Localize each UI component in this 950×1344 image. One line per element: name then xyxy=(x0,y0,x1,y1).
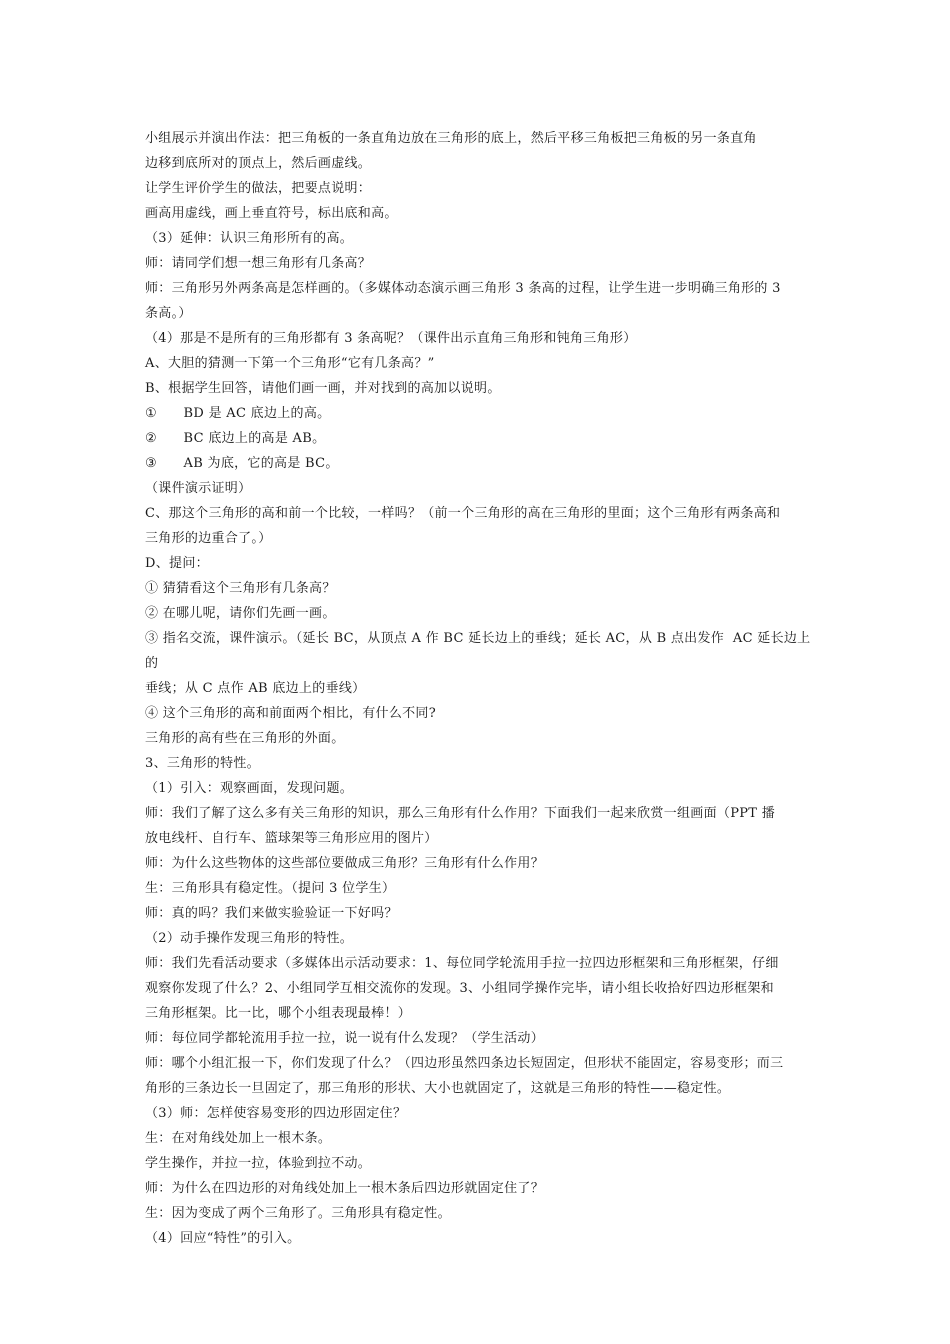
text-line: 画高用虚线，画上垂直符号，标出底和高。 xyxy=(145,206,398,221)
text-line: ③ AB 为底，它的高是 BC。 xyxy=(145,456,339,471)
text-line: B、根据学生回答，请他们画一画，并对找到的高加以说明。 xyxy=(145,381,501,396)
text-line: （1）引入：观察画面，发现问题。 xyxy=(145,781,354,796)
text-line: 3、三角形的特性。 xyxy=(145,756,260,771)
text-line: ① BD 是 AC 底边上的高。 xyxy=(145,406,331,421)
text-line: （课件演示证明） xyxy=(145,481,252,496)
text-line: 师：为什么这些物体的这些部位要做成三角形？三角形有什么作用？ xyxy=(145,856,545,871)
text-line: ② 在哪儿呢，请你们先画一画。 xyxy=(145,606,336,621)
text-line: 生：在对角线处加上一根木条。 xyxy=(145,1131,332,1146)
text-line: ① 猜猜看这个三角形有几条高？ xyxy=(145,581,336,596)
document-body xyxy=(145,126,813,1251)
text-line: 学生操作，并拉一拉，体验到拉不动。 xyxy=(145,1156,372,1171)
text-line: 师：每位同学都轮流用手拉一拉，说一说有什么发现？（学生活动） xyxy=(145,1031,545,1046)
text-line: 师：我们了解了这么多有关三角形的知识，那么三角形有什么作用？下面我们一起来欣赏一组画面（PPT 播 xyxy=(145,806,775,821)
text-line: 条高。） xyxy=(145,306,192,321)
text-line: 师：真的吗？我们来做实验验证一下好吗？ xyxy=(145,906,398,921)
text-line: （2）动手操作发现三角形的特性。 xyxy=(145,931,354,946)
text-line: ④ 这个三角形的高和前面两个相比，有什么不同? xyxy=(145,706,437,721)
text-line: 师：请同学们想一想三角形有几条高？ xyxy=(145,256,372,271)
text-line: 师：我们先看活动要求（多媒体出示活动要求：1、每位同学轮流用手拉一拉四边形框架和三角形框架，仔细 xyxy=(145,956,779,971)
text-line: 师：为什么在四边形的对角线处加上一根木条后四边形就固定住了？ xyxy=(145,1181,545,1196)
text-line: 师：三角形另外两条高是怎样画的。（多媒体动态演示画三角形 3 条高的过程，让学生进一步明确三角形的 3 xyxy=(145,281,781,296)
text-line: 放电线杆、自行车、篮球架等三角形应用的图片） xyxy=(145,831,438,846)
text-line: 垂线；从 C 点作 AB 底边上的垂线） xyxy=(145,681,366,696)
text-line: 师：哪个小组汇报一下，你们发现了什么？（四边形虽然四条边长短固定，但形状不能固定，容易变形；而三 xyxy=(145,1056,784,1071)
text-line: C、那这个三角形的高和前一个比较，一样吗？（前一个三角形的高在三角形的里面；这个三角形有两条高和 xyxy=(145,506,781,521)
text-line: ② BC 底边上的高是 AB。 xyxy=(145,431,326,446)
text-line: （4）那是不是所有的三角形都有 3 条高呢？（课件出示直角三角形和钝角三角形） xyxy=(145,331,637,346)
text-line: （3）延伸：认识三角形所有的高。 xyxy=(145,231,354,246)
text-line: （3）师：怎样使容易变形的四边形固定住？ xyxy=(145,1106,407,1121)
text-line: 小组展示并演出作法：把三角板的一条直角边放在三角形的底上，然后平移三角板把三角板的另一条直角 xyxy=(145,131,757,146)
text-line: A、大胆的猜测一下第一个三角形“它有几条高？” xyxy=(145,356,435,371)
text-line: 让学生评价学生的做法，把要点说明： xyxy=(145,181,372,196)
text-line: （4）回应“特性”的引入。 xyxy=(145,1231,301,1246)
text-line: 生：三角形具有稳定性。（提问 3 位学生） xyxy=(145,881,396,896)
text-line: D、提问： xyxy=(145,556,209,571)
text-line: 生：因为变成了两个三角形了。三角形具有稳定性。 xyxy=(145,1206,451,1221)
text-line: 边移到底所对的顶点上，然后画虚线。 xyxy=(145,156,372,171)
text-line: 观察你发现了什么？2、小组同学互相交流你的发现。3、小组同学操作完毕，请小组长收拾好四边形框架和 xyxy=(145,981,774,996)
text-line: 三角形框架。比一比，哪个小组表现最棒！） xyxy=(145,1006,412,1021)
text-line: 三角形的高有些在三角形的外面。 xyxy=(145,731,345,746)
text-line: ③ 指名交流，课件演示。（延长 BC，从顶点 A 作 BC 延长边上的垂线；延长 AC，从 B 点出发作 AC 延长边上的 xyxy=(145,631,811,671)
text-line: 角形的三条边长一旦固定了，那三角形的形状、大小也就固定了，这就是三角形的特性——稳定性。 xyxy=(145,1081,731,1096)
text-line: 三角形的边重合了。） xyxy=(145,531,272,546)
